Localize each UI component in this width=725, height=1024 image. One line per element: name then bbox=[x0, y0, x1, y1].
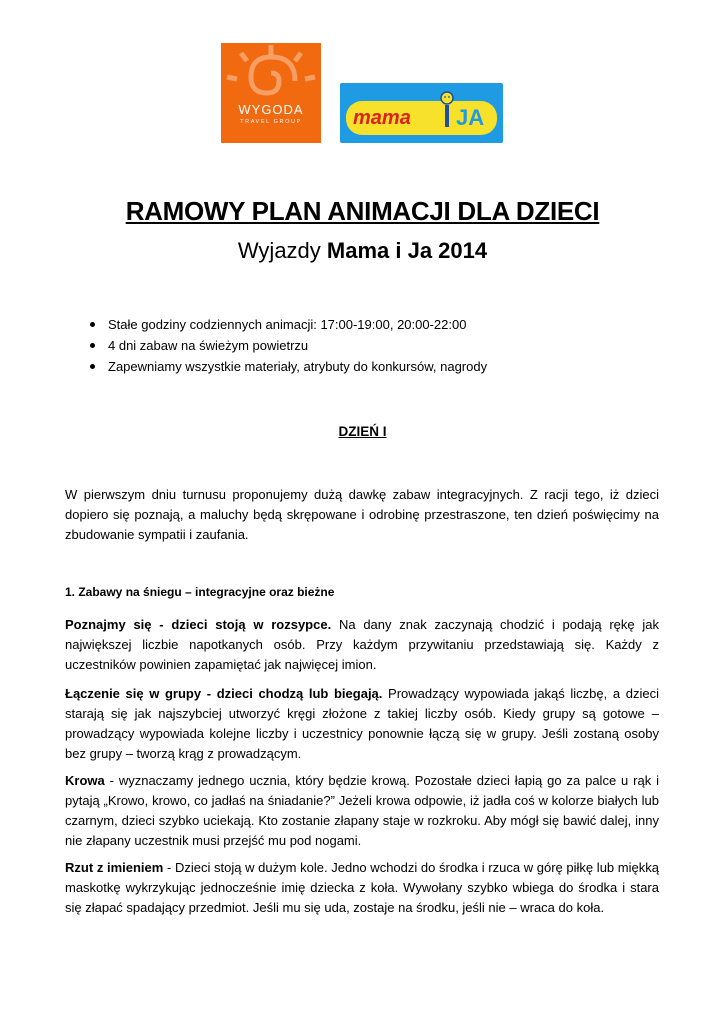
game-name: Łączenie się w grupy - dzieci chodzą lub biegają. bbox=[65, 686, 383, 701]
game-name: Krowa bbox=[65, 773, 105, 788]
wygoda-tagline: TRAVEL GROUP bbox=[240, 119, 302, 125]
list-item: Zapewniamy wszystkie materiały, atrybuty do konkursów, nagrody bbox=[88, 356, 487, 377]
intro-paragraph: W pierwszym dniu turnusu proponujemy dużą dawkę zabaw integracyjnych. Z racji tego, iż dzieci dopiero się poznają, a maluchy będą skrępowane i odrobinę przestraszone, ten dzień poświęcimy na zbudowanie sympatii i zaufania. bbox=[65, 487, 659, 542]
sun-spiral-icon bbox=[221, 43, 321, 143]
list-item: 4 dni zabaw na świeżym powietrzu bbox=[88, 335, 487, 356]
game-text: Na dany znak zaczynają chodzić i podają rękę jak największej liczbie napotkanych osób. Przy każdym przywitaniu przedstawiają się. Każdy z uczestników powinien zapamiętać jak najwięcej imion. bbox=[65, 617, 659, 672]
page-title: RAMOWY PLAN ANIMACJI DLA DZIECI bbox=[125, 196, 600, 226]
page-subtitle bbox=[0, 238, 725, 264]
game-text: - Dzieci stoją w dużym kole. Jedno wchodzi do środka i rzuca w górę piłkę lub miękką maskotkę wykrzykując jednocześnie imię dziecka z koła. Wywołany szybko wbiega do środka i stara się złapać spadający przedmiot. Jeśli mu się uda, zostaje na środku, jeśli nie – wraca do koła. bbox=[65, 860, 659, 915]
game-name: Poznajmy się - dzieci stoją w rozsypce. bbox=[65, 617, 332, 632]
game-paragraph bbox=[65, 684, 659, 764]
mama-word: mama bbox=[353, 107, 411, 129]
game-text: Prowadzący wypowiada jakąś liczbę, a dzieci starają się jak najszybciej utworzyć kręgi złożone z takiej liczby osób. Kiedy grupy są gotowe – prowadzący wypowiada kolejne liczby i uczestnicy ponownie łączą się w grupy. Jeśli zostaną osoby bez grupy – tworzą krąg z prowadzącym. bbox=[65, 686, 659, 761]
game-paragraph bbox=[65, 771, 659, 851]
wygoda-name: WYGODA bbox=[238, 102, 304, 117]
game-name: Rzut z imieniem bbox=[65, 860, 164, 875]
game-paragraph bbox=[65, 615, 659, 675]
game-text: - wyznaczamy jednego ucznia, który będzie krową. Pozostałe dzieci łapią go za palce u rąk i pytają „Krowo, krowo, co jadłaś na śniadanie?” Jeżeli krowa odpowie, iż jadła coś w kolorze białych lub czarnym, dzieci szybko uciekają. Kto zostanie złapany staje w rozkroku. Aby mógł się bawić dalej, inny nie złapany uczestnik musi przejść mu pod nogami. bbox=[65, 773, 659, 848]
subtitle-bold: Mama i Ja 2014 bbox=[326, 238, 488, 263]
feature-list bbox=[88, 314, 487, 377]
day-heading: DZIEŃ I bbox=[338, 424, 387, 439]
ja-word: JA bbox=[456, 105, 485, 130]
section-heading: 1. Zabawy na śniegu – integracyjne oraz bieżne bbox=[65, 585, 335, 599]
subtitle-prefix: Wyjazdy bbox=[237, 238, 327, 263]
child-figure-icon bbox=[438, 91, 456, 131]
wygoda-logo bbox=[221, 43, 321, 143]
mama-ja-logo bbox=[340, 83, 503, 143]
list-item: Stałe godziny codziennych animacji: 17:00-19:00, 20:00-22:00 bbox=[88, 314, 487, 335]
game-paragraph bbox=[65, 858, 659, 918]
mama-ja-pill bbox=[346, 101, 497, 135]
